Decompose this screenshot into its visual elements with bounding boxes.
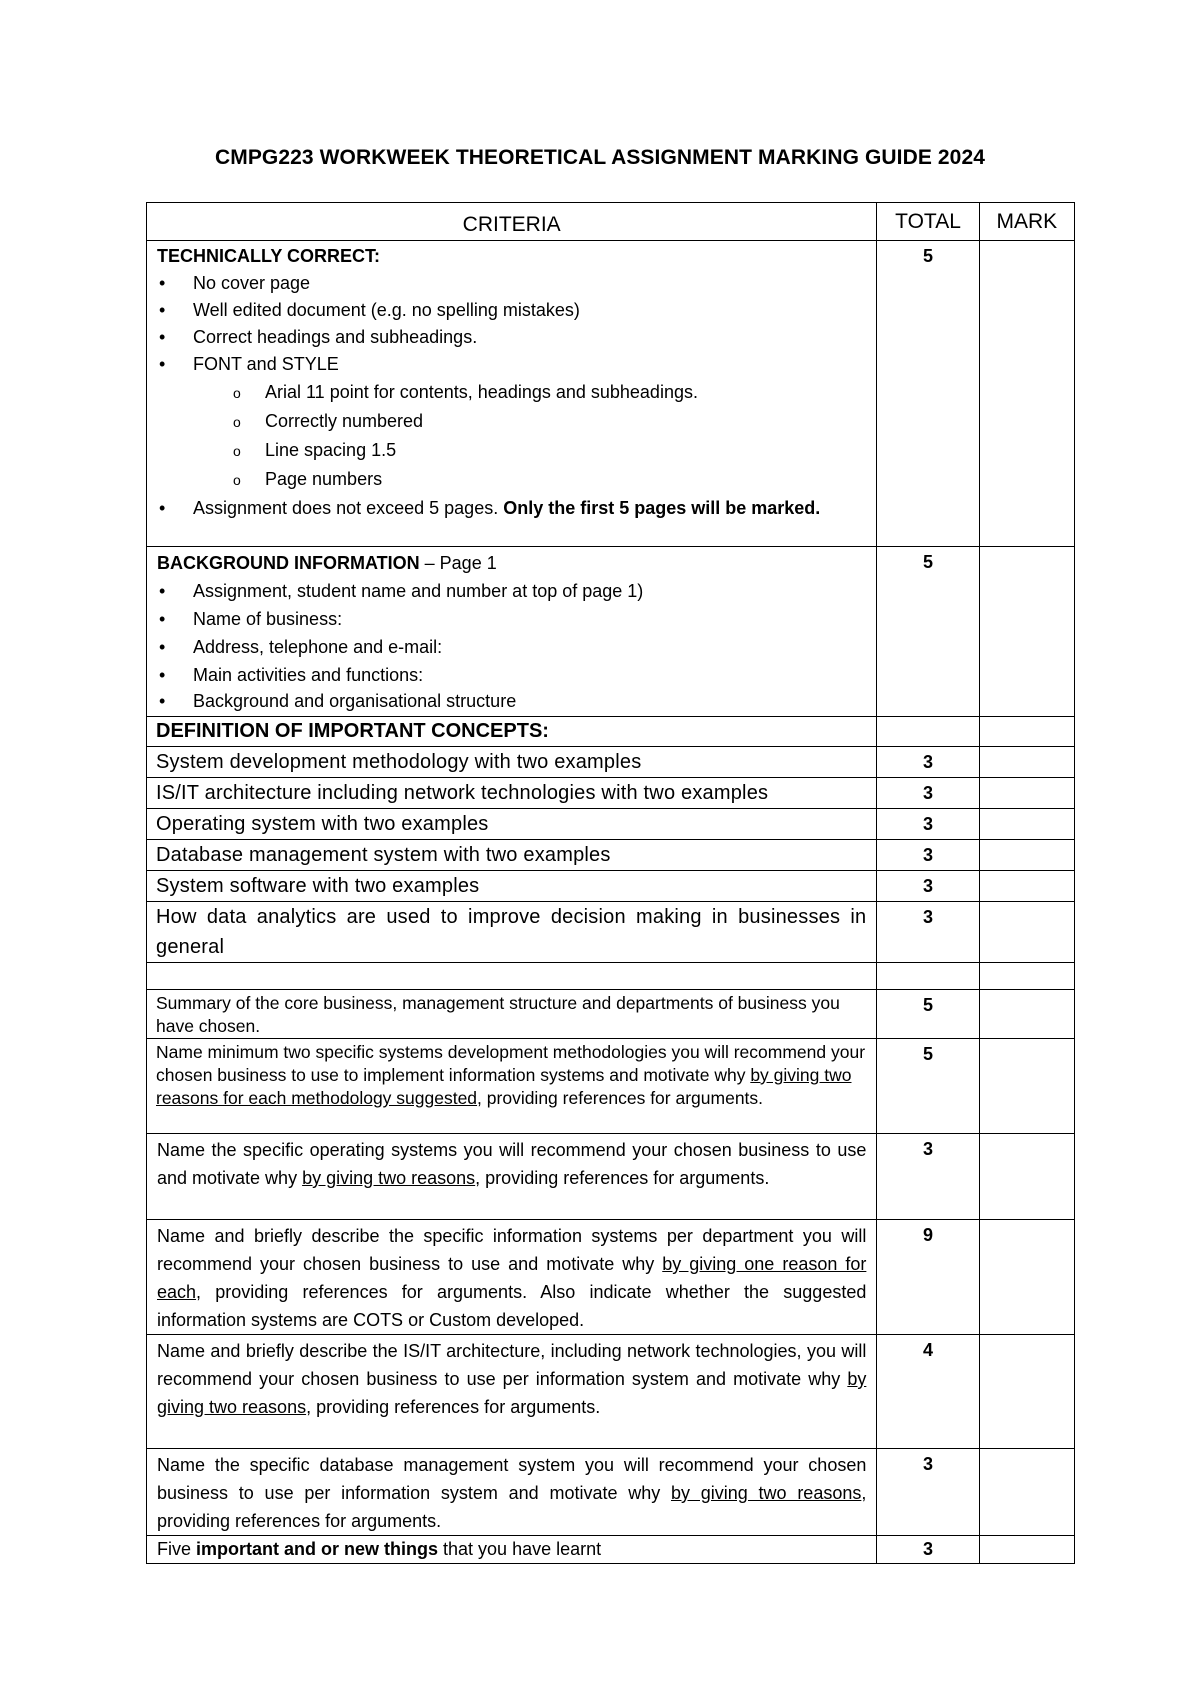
operating-total: 3 [877,1134,979,1220]
info-systems-criteria [147,1220,877,1335]
definition-criteria: IS/IT architecture including network technologies with two examples [147,778,877,809]
table-row [147,1220,1075,1335]
blank-cell [147,963,877,990]
definition-criteria: How data analytics are used to improve decision making in businesses in general [147,902,877,963]
table-row [147,871,1075,902]
background-list [157,577,866,713]
learnt-text-end: that you have learnt [438,1539,602,1559]
definitions-heading-total [877,717,979,747]
table-row-background [147,547,1075,717]
page-limit-bold: Only the first 5 pages will be marked. [503,498,821,518]
table-row [147,1134,1075,1220]
architecture-criteria [147,1335,877,1449]
sub-list-item: o Line spacing 1.5 [157,436,866,465]
definition-mark [979,840,1074,871]
total-header: TOTAL [877,203,979,241]
definitions-heading-mark [979,717,1074,747]
blank-cell [877,963,979,990]
technical-list [157,270,866,378]
architecture-total: 4 [877,1335,979,1449]
table-header-row [147,203,1075,241]
methodologies-criteria [147,1039,877,1134]
learnt-mark [979,1536,1074,1564]
operating-criteria [147,1134,877,1220]
mark-header: MARK [979,203,1074,241]
dbms-underlined: by giving two reasons [671,1483,862,1503]
dbms-criteria [147,1449,877,1536]
info-systems-text: Name and briefly describe the specific information systems per department you will recommend your chosen business to use and motivate why [157,1226,867,1274]
table-row [147,1449,1075,1536]
definition-criteria: System development methodology with two examples [147,747,877,778]
architecture-text-end: , providing references for arguments. [306,1397,601,1417]
definition-criteria: Operating system with two examples [147,809,877,840]
definition-total: 3 [877,809,979,840]
table-row [147,778,1075,809]
list-item [157,494,866,522]
background-heading-suffix: – Page 1 [419,553,497,573]
operating-text: Name the specific operating systems you will recommend your chosen business to use and motivate why [157,1140,867,1188]
architecture-underlined: by giving two reasons [157,1369,867,1417]
sub-list-item: o Page numbers [157,465,866,494]
methodologies-mark [979,1039,1074,1134]
list-item: • Assignment, student name and number at top of page 1) [157,577,866,605]
definition-mark [979,747,1074,778]
table-row [147,747,1075,778]
definition-total: 3 [877,778,979,809]
definition-mark [979,778,1074,809]
definition-criteria: Database management system with two examples [147,840,877,871]
methodologies-underlined: by giving two reasons for each methodology suggested [156,1065,852,1108]
sub-list-item: o Correctly numbered [157,407,866,436]
list-item: • FONT and STYLE [157,351,866,378]
list-item: • Well edited document (e.g. no spelling mistakes) [157,297,866,324]
summary-total: 5 [877,990,979,1039]
technical-mark [979,241,1074,547]
dbms-text-end: , providing references for arguments. [157,1483,867,1531]
background-total: 5 [877,547,979,717]
info-systems-text-end: , providing references for arguments. Also indicate whether the suggested information systems are COTS or Custom developed. [157,1282,867,1330]
table-row-technical [147,241,1075,547]
background-mark [979,547,1074,717]
table-row [147,902,1075,963]
technical-heading: TECHNICALLY CORRECT: [157,246,381,266]
definition-mark [979,902,1074,963]
methodologies-total: 5 [877,1039,979,1134]
definition-mark [979,871,1074,902]
table-row [147,840,1075,871]
list-item: • Main activities and functions: [157,661,866,689]
list-item: • Address, telephone and e-mail: [157,633,866,661]
learnt-bold: important and or new things [196,1539,439,1559]
architecture-mark [979,1335,1074,1449]
definitions-heading: DEFINITION OF IMPORTANT CONCEPTS: [147,717,877,747]
background-criteria-cell [147,547,877,717]
background-heading-line [157,549,866,577]
table-row-blank [147,963,1075,990]
methodologies-text-end: , providing references for arguments. [477,1088,764,1108]
list-item: • Name of business: [157,605,866,633]
methodologies-text: Name minimum two specific systems development methodologies you will recommend your chosen business to use to implement information systems and motivate why [156,1042,866,1085]
table-row-definitions-heading [147,717,1075,747]
operating-mark [979,1134,1074,1220]
font-style-sublist [157,378,866,494]
marking-guide-table [146,202,1075,1564]
table-row [147,1335,1075,1449]
learnt-criteria [147,1536,877,1564]
definition-mark [979,809,1074,840]
dbms-text: Name the specific database management system you will recommend your chosen business to use per information system and motivate why [157,1455,867,1503]
summary-mark [979,990,1074,1039]
technical-list-last [157,494,866,522]
info-systems-underlined: by giving one reason for each [157,1254,867,1302]
info-systems-total: 9 [877,1220,979,1335]
operating-text-end: , providing references for arguments. [475,1168,770,1188]
technical-criteria-cell [147,241,877,547]
background-heading: BACKGROUND INFORMATION [157,553,420,573]
sub-list-item: o Arial 11 point for contents, headings and subheadings. [157,378,866,407]
document-title: CMPG223 WORKWEEK THEORETICAL ASSIGNMENT MARKING GUIDE 2024 [214,146,986,169]
table-row [147,990,1075,1039]
list-item: • Correct headings and subheadings. [157,324,866,351]
list-item: • No cover page [157,270,866,297]
list-item: • Background and organisational structure [157,689,866,713]
learnt-text: Five [157,1539,197,1559]
definition-criteria: System software with two examples [147,871,877,902]
info-systems-mark [979,1220,1074,1335]
definition-total: 3 [877,840,979,871]
blank-cell [979,963,1074,990]
definition-total: 3 [877,902,979,963]
table-row [147,1039,1075,1134]
operating-underlined: by giving two reasons [302,1168,476,1188]
dbms-total: 3 [877,1449,979,1536]
page-limit-text: Assignment does not exceed 5 pages. [193,498,504,518]
table-row [147,1536,1075,1564]
criteria-header: CRITERIA [147,203,877,241]
dbms-mark [979,1449,1074,1536]
table-row [147,809,1075,840]
summary-criteria: Summary of the core business, management structure and departments of business you have chosen. [147,990,877,1039]
definition-total: 3 [877,747,979,778]
learnt-total: 3 [877,1536,979,1564]
technical-total: 5 [877,241,979,547]
architecture-text: Name and briefly describe the IS/IT architecture, including network technologies, you will recommend your chosen business to use per information system and motivate why [157,1341,867,1389]
definition-total: 3 [877,871,979,902]
